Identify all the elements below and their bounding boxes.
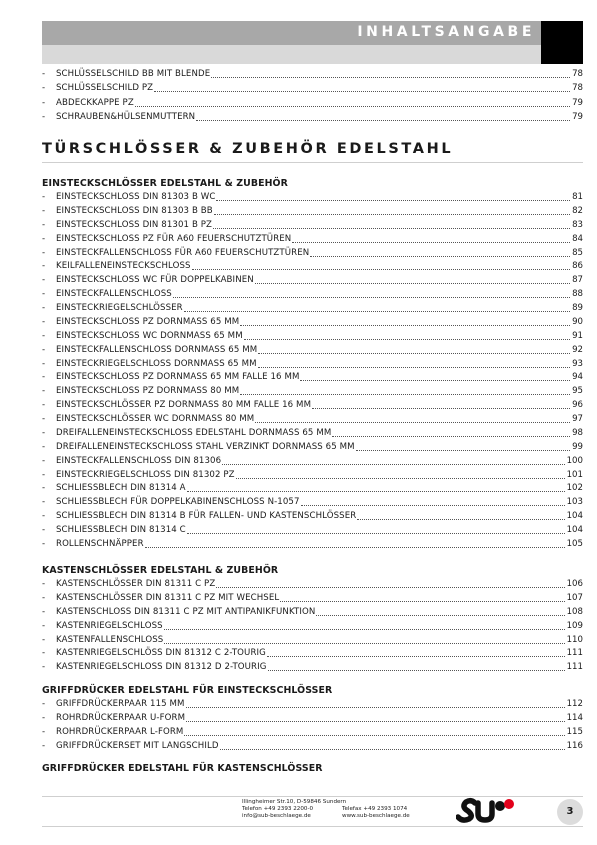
toc-entry[interactable] [42,605,583,618]
dot-leader [332,436,570,437]
toc-entry[interactable] [42,633,583,646]
toc-entry-page: 104 [566,511,583,522]
toc-entry-page: 109 [566,620,583,631]
dot-leader [258,353,570,354]
header-bar [42,21,583,45]
bullet-dash: - [42,358,46,369]
dot-leader [255,283,570,284]
toc-entry-label: EINSTECKSCHLOSS PZ DORNMASS 65 MM FALLE 16 MM [56,372,300,383]
dot-leader [258,367,570,368]
bullet-dash: - [42,497,46,508]
bullet-dash: - [42,289,46,300]
bullet-dash: - [42,400,46,411]
toc-entry[interactable] [42,537,583,550]
toc-entry[interactable] [42,329,583,342]
toc-entry-label: EINSTECKFALLENSCHLOSS FÜR A60 FEUERSCHUTZTÜREN [56,247,310,258]
toc-entry[interactable] [42,711,583,724]
footer-address: Illingheimer Str.10, D-59846 Sundern [242,799,347,805]
toc-entry-page: 115 [566,726,583,737]
group-heading: EINSTECKSCHLÖSSER EDELSTAHL & ZUBEHÖR [42,178,288,189]
dot-leader [211,77,570,78]
toc-entry[interactable] [42,660,583,673]
bullet-dash: - [42,372,46,383]
toc-entry[interactable] [42,725,583,738]
toc-entry-label: KASTENSCHLOSS DIN 81311 C PZ MIT ANTIPANIKFUNKTION [56,606,316,617]
toc-entry-label: ROHRDRÜCKERPAAR U-FORM [56,712,186,723]
toc-entry-label: SCHLÜSSELSCHILD PZ [56,83,154,94]
toc-entry-page: 98 [572,427,583,438]
dot-leader [164,629,565,630]
bullet-dash: - [42,275,46,286]
toc-entry[interactable] [42,454,583,467]
toc-entry[interactable] [42,384,583,397]
bullet-dash: - [42,414,46,425]
bullet-dash: - [42,455,46,466]
toc-entry-label: SCHLÜSSELSCHILD BB MIT BLENDE [56,69,211,79]
toc-entry[interactable] [42,577,583,590]
bullet-dash: - [42,483,46,494]
toc-entry[interactable] [42,315,583,328]
toc-entry-page: 90 [572,316,583,327]
toc-entry-label: EINSTECKSCHLOSS DIN 81301 B PZ [56,219,213,230]
toc-entry-label: SCHLIESSBLECH DIN 81314 B FÜR FALLEN- UND KASTENSCHLÖSSER [56,511,357,522]
toc-entry[interactable] [42,343,583,356]
toc-entry-label: EINSTECKSCHLOSS WC DORNMASS 65 MM [56,330,243,341]
toc-entry-label: EINSTECKRIEGELSCHLOSS DORNMASS 65 MM [56,358,257,369]
dot-leader [213,228,570,229]
toc-entry[interactable] [42,495,583,508]
footer-email[interactable]: info@sub-beschlaege.de [242,813,311,819]
toc-entry-page: 111 [566,648,583,659]
toc-entry-label: EINSTECKSCHLÖSSER PZ DORNMASS 80 MM FALLE 16 MM [56,400,312,411]
dot-leader [154,91,570,92]
toc-entry-page: 79 [572,111,583,122]
toc-entry-page: 97 [572,414,583,425]
toc-entry-page: 111 [566,662,583,673]
bullet-dash: - [42,740,46,751]
toc-entry-label: DREIFALLENEINSTECKSCHLOSS STAHL VERZINKT DORNMASS 65 MM [56,441,355,452]
toc-entry[interactable] [42,426,583,439]
toc-entry-label: ABDECKKAPPE PZ [56,97,134,108]
dot-leader [267,656,565,657]
toc-entry[interactable] [42,646,583,659]
toc-entry-page: 104 [566,525,583,536]
bullet-dash: - [42,111,46,122]
bullet-dash: - [42,83,46,94]
toc-entry-label: EINSTECKRIEGELSCHLOSS DIN 81302 PZ [56,469,235,480]
toc-entry-page: 105 [566,539,583,549]
toc-entry-label: KASTENSCHLÖSSER DIN 81311 C PZ MIT WECHSEL [56,592,280,603]
dot-leader [214,214,570,215]
dot-leader [356,450,570,451]
toc-entry[interactable] [42,67,583,80]
dot-leader [145,547,565,548]
footer-phone: Telefon +49 2393 2200-0 [242,806,314,812]
logo-dot-red [504,799,514,809]
header-black-block [541,21,583,64]
toc-entry-page: 116 [566,740,583,751]
dot-leader [184,735,564,736]
bullet-dash: - [42,525,46,536]
footer-fax: Telefax +49 2393 1074 [342,806,408,812]
toc-entry-label: KASTENRIEGELSCHLOSS [56,620,163,631]
header-sub-bar [42,45,541,64]
bullet-dash: - [42,316,46,327]
toc-entry-label: EINSTECKSCHLOSS PZ DORNMASS 65 MM [56,316,240,327]
toc-entry-page: 94 [572,372,583,383]
bullet-dash: - [42,261,46,272]
toc-entry-page: 86 [572,261,583,272]
sub-logo [456,797,516,823]
dot-leader [312,408,570,409]
toc-entry[interactable] [42,697,583,710]
toc-entry[interactable] [42,398,583,411]
toc-entry[interactable] [42,523,583,536]
toc-entry-label: EINSTECKRIEGELSCHLÖSSER [56,303,183,314]
toc-entry-label: SCHLIESSBLECH DIN 81314 C [56,525,186,536]
toc-entry-label: EINSTECKSCHLOSS PZ FÜR A60 FEUERSCHUTZTÜREN [56,233,292,244]
bullet-dash: - [42,344,46,355]
toc-entry-label: EINSTECKSCHLOSS DIN 81303 B BB [56,205,213,216]
toc-entry-label: DREIFALLENEINSTECKSCHLOSS EDELSTAHL DORNMASS 65 MM [56,427,332,438]
bullet-dash: - [42,511,46,522]
dot-leader [173,297,570,298]
toc-entry-label: EINSTECKSCHLOSS WC FÜR DOPPELKABINEN [56,275,254,286]
dot-leader [184,311,570,312]
toc-entry-label: SCHLIESSBLECH DIN 81314 A [56,483,186,494]
toc-entry-page: 102 [566,483,583,494]
bullet-dash: - [42,441,46,452]
toc-entry-page: 82 [572,205,583,216]
toc-entry-page: 78 [572,83,583,94]
toc-entry[interactable] [42,301,583,314]
toc-entry-page: 110 [566,634,583,645]
toc-entry[interactable] [42,287,583,300]
toc-entry-page: 84 [572,233,583,244]
toc-entry[interactable] [42,412,583,425]
dot-leader [255,422,570,423]
dot-leader [236,478,565,479]
toc-entry[interactable] [42,204,583,217]
dot-leader [187,491,565,492]
dot-leader [192,269,570,270]
dot-leader [216,200,570,201]
toc-entry[interactable] [42,246,583,259]
toc-entry-page: 114 [566,712,583,723]
footer-divider-bottom [42,826,583,827]
toc-entry[interactable] [42,591,583,604]
bullet-dash: - [42,469,46,480]
dot-leader [240,325,570,326]
dot-leader [220,749,565,750]
toc-entry-label: KASTENRIEGELSCHLOSS DIN 81312 D 2-TOURIG [56,662,267,673]
logo-dot-dark [495,801,505,811]
toc-entry-page: 93 [572,358,583,369]
toc-entry-label: GRIFFDRÜCKERPAAR 115 MM [56,699,185,709]
dot-leader [186,721,564,722]
toc-entry[interactable] [42,619,583,632]
toc-entry[interactable] [42,739,583,752]
bullet-dash: - [42,247,46,258]
logo-s-shape [458,801,475,820]
toc-entry-label: KASTENRIEGELSCHLÖSS DIN 81312 C 2-TOURIG [56,648,266,659]
dot-leader [357,519,564,520]
toc-entry[interactable] [42,273,583,286]
dot-leader [135,106,570,107]
toc-entry-page: 112 [566,699,583,709]
bullet-dash: - [42,192,46,202]
toc-entry[interactable] [42,110,583,123]
toc-entry-page: 107 [566,592,583,603]
dot-leader [300,380,570,381]
toc-entry-page: 91 [572,330,583,341]
group-heading: GRIFFDRÜCKER EDELSTAHL FÜR KASTENSCHLÖSSER [42,763,323,774]
toc-entry-label: EINSTECKFALLENSCHLOSS [56,289,172,300]
toc-entry-label: ROHRDRÜCKERPAAR L-FORM [56,726,184,737]
toc-entry-page: 95 [572,386,583,397]
bullet-dash: - [42,303,46,314]
toc-entry-page: 101 [566,469,583,480]
bullet-dash: - [42,662,46,673]
dot-leader [301,505,565,506]
toc-entry[interactable] [42,440,583,453]
toc-entry[interactable] [42,259,583,272]
toc-entry-page: 96 [572,400,583,411]
bullet-dash: - [42,233,46,244]
toc-entry-label: SCHRAUBEN&HÜLSENMUTTERN [56,111,196,122]
toc-entry-label: EINSTECKFALLENSCHLOSS DORNMASS 65 MM [56,344,258,355]
toc-entry-label: EINSTECKSCHLÖSSER WC DORNMASS 80 MM [56,414,255,425]
dot-leader [244,339,570,340]
bullet-dash: - [42,699,46,709]
toc-entry[interactable] [42,190,583,203]
toc-entry-page: 108 [566,606,583,617]
logo-u-shape [478,803,492,820]
toc-entry-page: 89 [572,303,583,314]
toc-entry[interactable] [42,468,583,481]
toc-entry-label: KASTENSCHLÖSSER DIN 81311 C PZ [56,579,216,589]
toc-entry[interactable] [42,481,583,494]
toc-entry[interactable] [42,81,583,94]
toc-entry-page: 88 [572,289,583,300]
toc-entry-label: EINSTECKFALLENSCHLOSS DIN 81306 [56,455,222,466]
bullet-dash: - [42,427,46,438]
footer-web[interactable]: www.sub-beschlaege.de [342,813,410,819]
toc-entry[interactable] [42,232,583,245]
dot-leader [240,394,570,395]
section-divider [42,162,583,163]
toc-entry-label: SCHLIESSBLECH FÜR DOPPELKABINENSCHLOSS N-1057 [56,497,300,508]
toc-entry-page: 100 [566,455,583,466]
toc-entry-page: 106 [566,579,583,589]
toc-entry-page: 92 [572,344,583,355]
bullet-dash: - [42,606,46,617]
toc-entry[interactable] [42,218,583,231]
group-heading: GRIFFDRÜCKER EDELSTAHL FÜR EINSTECKSCHLÖSSER [42,685,333,696]
toc-entry-label: EINSTECKSCHLOSS DIN 81303 B WC [56,192,216,202]
toc-entry-page: 87 [572,275,583,286]
toc-entry-page: 99 [572,441,583,452]
toc-entry-page: 85 [572,247,583,258]
toc-entry[interactable] [42,370,583,383]
bullet-dash: - [42,579,46,589]
bullet-dash: - [42,620,46,631]
dot-leader [186,707,565,708]
toc-entry-page: 81 [572,192,583,202]
page-title: INHALTSANGABE [357,24,535,40]
page-number-badge: 3 [557,799,583,825]
dot-leader [187,533,565,534]
bullet-dash: - [42,97,46,108]
bullet-dash: - [42,330,46,341]
bullet-dash: - [42,592,46,603]
section-title: TÜRSCHLÖSSER & ZUBEHÖR EDELSTAHL [42,141,454,157]
toc-entry-label: KEILFALLENEINSTECKSCHLOSS [56,261,191,272]
toc-entry-page: 78 [572,69,583,79]
dot-leader [292,242,570,243]
dot-leader [268,670,565,671]
toc-entry[interactable] [42,357,583,370]
toc-entry[interactable] [42,96,583,109]
bullet-dash: - [42,648,46,659]
bullet-dash: - [42,712,46,723]
dot-leader [222,464,564,465]
dot-leader [164,643,564,644]
toc-entry-label: ROLLENSCHNÄPPER [56,539,144,549]
toc-entry-page: 79 [572,97,583,108]
toc-entry-page: 103 [566,497,583,508]
bullet-dash: - [42,219,46,230]
group-heading: KASTENSCHLÖSSER EDELSTAHL & ZUBEHÖR [42,565,279,576]
bullet-dash: - [42,726,46,737]
dot-leader [216,587,564,588]
bullet-dash: - [42,69,46,79]
toc-entry[interactable] [42,509,583,522]
dot-leader [310,256,570,257]
toc-entry-page: 83 [572,219,583,230]
bullet-dash: - [42,634,46,645]
bullet-dash: - [42,386,46,397]
dot-leader [196,120,570,121]
dot-leader [316,615,564,616]
toc-entry-label: KASTENFALLENSCHLOSS [56,634,164,645]
bullet-dash: - [42,205,46,216]
dot-leader [280,601,564,602]
bullet-dash: - [42,539,46,549]
toc-entry-label: EINSTECKSCHLOSS PZ DORNMASS 80 MM [56,386,240,397]
toc-entry-label: GRIFFDRÜCKERSET MIT LANGSCHILD [56,740,219,751]
